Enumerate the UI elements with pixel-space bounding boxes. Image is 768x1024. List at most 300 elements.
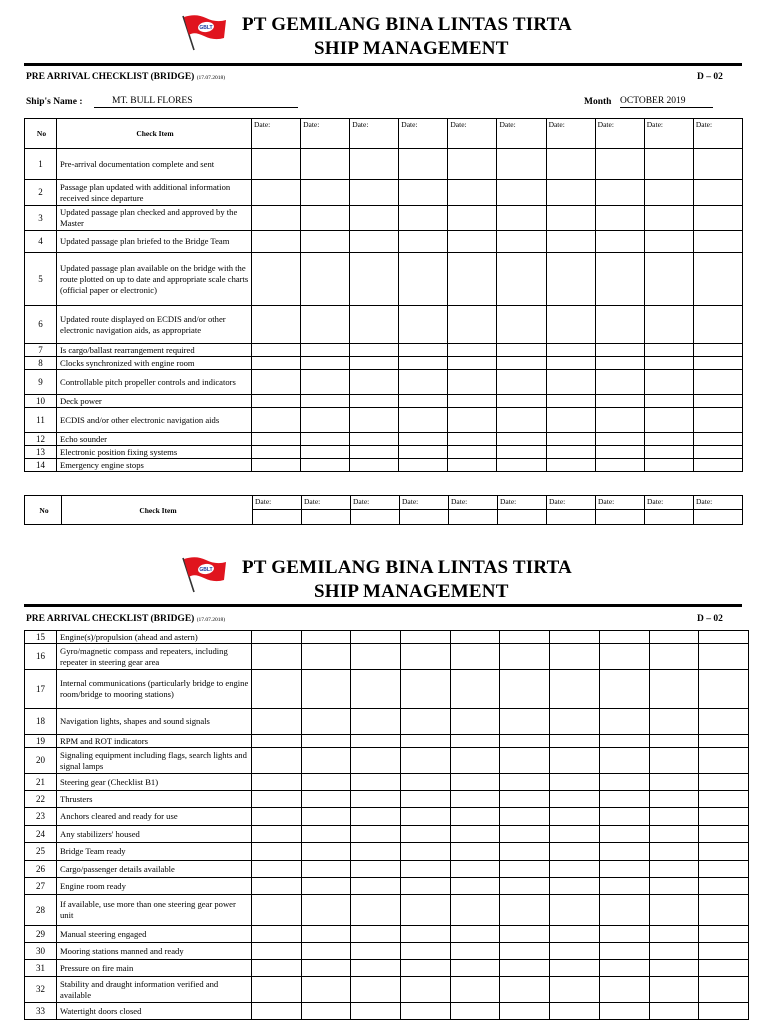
date-check-cell[interactable]: [546, 306, 595, 344]
date-check-cell[interactable]: [497, 206, 546, 231]
date-check-cell[interactable]: [497, 180, 546, 206]
date-check-cell[interactable]: [546, 206, 595, 231]
date-check-cell[interactable]: [599, 709, 649, 735]
date-check-cell[interactable]: [252, 446, 301, 459]
date-check-cell[interactable]: [498, 510, 547, 525]
date-check-cell[interactable]: [252, 735, 302, 748]
date-check-cell[interactable]: [350, 149, 399, 180]
date-check-cell[interactable]: [649, 843, 699, 861]
date-check-cell[interactable]: [301, 895, 351, 926]
date-check-cell[interactable]: [550, 644, 600, 670]
date-check-cell[interactable]: [450, 878, 500, 895]
date-check-cell[interactable]: [450, 644, 500, 670]
date-check-cell[interactable]: [644, 206, 693, 231]
date-check-cell[interactable]: [301, 826, 351, 843]
date-check-cell[interactable]: [500, 808, 550, 826]
date-check-cell[interactable]: [599, 861, 649, 878]
date-check-cell[interactable]: [350, 231, 399, 253]
date-check-cell[interactable]: [401, 943, 451, 960]
date-check-cell[interactable]: [450, 709, 500, 735]
date-check-cell[interactable]: [252, 459, 301, 472]
date-check-cell[interactable]: [500, 843, 550, 861]
date-check-cell[interactable]: [301, 960, 351, 977]
date-check-cell[interactable]: [450, 861, 500, 878]
date-check-cell[interactable]: [252, 960, 302, 977]
date-check-cell[interactable]: [693, 306, 742, 344]
date-check-cell[interactable]: [550, 631, 600, 644]
date-check-cell[interactable]: [500, 861, 550, 878]
date-check-cell[interactable]: [301, 735, 351, 748]
date-check-cell[interactable]: [351, 709, 401, 735]
date-check-cell[interactable]: [350, 306, 399, 344]
date-check-cell[interactable]: [649, 943, 699, 960]
date-check-cell[interactable]: [252, 926, 302, 943]
date-check-cell[interactable]: [644, 459, 693, 472]
date-check-cell[interactable]: [595, 395, 644, 408]
date-check-cell[interactable]: [649, 960, 699, 977]
date-check-cell[interactable]: [350, 433, 399, 446]
date-check-cell[interactable]: [497, 344, 546, 357]
date-check-cell[interactable]: [301, 644, 351, 670]
date-check-cell[interactable]: [252, 1003, 302, 1020]
date-check-cell[interactable]: [301, 791, 351, 808]
date-check-cell[interactable]: [694, 510, 743, 525]
date-check-cell[interactable]: [599, 926, 649, 943]
date-check-cell[interactable]: [450, 843, 500, 861]
date-check-cell[interactable]: [599, 735, 649, 748]
date-check-cell[interactable]: [450, 808, 500, 826]
date-check-cell[interactable]: [550, 774, 600, 791]
date-check-cell[interactable]: [448, 408, 497, 433]
date-check-cell[interactable]: [599, 808, 649, 826]
date-check-cell[interactable]: [450, 774, 500, 791]
date-check-cell[interactable]: [301, 748, 351, 774]
date-check-cell[interactable]: [546, 370, 595, 395]
date-check-cell[interactable]: [649, 895, 699, 926]
date-check-cell[interactable]: [693, 395, 742, 408]
date-check-cell[interactable]: [351, 510, 400, 525]
date-check-cell[interactable]: [351, 926, 401, 943]
date-check-cell[interactable]: [401, 895, 451, 926]
date-check-cell[interactable]: [351, 644, 401, 670]
date-check-cell[interactable]: [699, 878, 749, 895]
date-check-cell[interactable]: [351, 748, 401, 774]
date-check-cell[interactable]: [546, 408, 595, 433]
date-check-cell[interactable]: [301, 926, 351, 943]
date-check-cell[interactable]: [450, 631, 500, 644]
date-check-cell[interactable]: [699, 709, 749, 735]
date-check-cell[interactable]: [649, 774, 699, 791]
date-check-cell[interactable]: [550, 709, 600, 735]
date-check-cell[interactable]: [550, 843, 600, 861]
date-check-cell[interactable]: [595, 206, 644, 231]
date-check-cell[interactable]: [301, 395, 350, 408]
date-check-cell[interactable]: [252, 344, 301, 357]
date-check-cell[interactable]: [550, 878, 600, 895]
date-check-cell[interactable]: [500, 895, 550, 926]
date-check-cell[interactable]: [351, 943, 401, 960]
date-check-cell[interactable]: [595, 180, 644, 206]
date-check-cell[interactable]: [301, 709, 351, 735]
date-check-cell[interactable]: [649, 808, 699, 826]
date-check-cell[interactable]: [595, 231, 644, 253]
date-check-cell[interactable]: [252, 878, 302, 895]
date-check-cell[interactable]: [350, 370, 399, 395]
date-check-cell[interactable]: [500, 735, 550, 748]
date-check-cell[interactable]: [649, 826, 699, 843]
date-check-cell[interactable]: [550, 670, 600, 709]
date-check-cell[interactable]: [546, 446, 595, 459]
date-check-cell[interactable]: [595, 370, 644, 395]
date-check-cell[interactable]: [500, 878, 550, 895]
date-check-cell[interactable]: [546, 149, 595, 180]
date-check-cell[interactable]: [351, 1003, 401, 1020]
date-check-cell[interactable]: [450, 735, 500, 748]
date-check-cell[interactable]: [693, 206, 742, 231]
date-check-cell[interactable]: [644, 357, 693, 370]
date-check-cell[interactable]: [649, 977, 699, 1003]
date-check-cell[interactable]: [450, 943, 500, 960]
date-check-cell[interactable]: [350, 459, 399, 472]
date-check-cell[interactable]: [599, 774, 649, 791]
date-check-cell[interactable]: [693, 231, 742, 253]
date-check-cell[interactable]: [252, 408, 301, 433]
date-check-cell[interactable]: [351, 843, 401, 861]
date-check-cell[interactable]: [649, 644, 699, 670]
date-check-cell[interactable]: [500, 670, 550, 709]
date-check-cell[interactable]: [399, 433, 448, 446]
date-check-cell[interactable]: [448, 180, 497, 206]
date-check-cell[interactable]: [550, 895, 600, 926]
date-check-cell[interactable]: [350, 446, 399, 459]
date-check-cell[interactable]: [497, 253, 546, 306]
date-check-cell[interactable]: [450, 670, 500, 709]
date-check-cell[interactable]: [401, 1003, 451, 1020]
date-check-cell[interactable]: [500, 644, 550, 670]
date-check-cell[interactable]: [550, 826, 600, 843]
date-check-cell[interactable]: [649, 878, 699, 895]
date-check-cell[interactable]: [699, 670, 749, 709]
date-check-cell[interactable]: [448, 395, 497, 408]
date-check-cell[interactable]: [546, 357, 595, 370]
date-check-cell[interactable]: [550, 926, 600, 943]
date-check-cell[interactable]: [401, 774, 451, 791]
date-check-cell[interactable]: [595, 149, 644, 180]
date-check-cell[interactable]: [252, 774, 302, 791]
date-check-cell[interactable]: [301, 843, 351, 861]
date-check-cell[interactable]: [448, 206, 497, 231]
date-check-cell[interactable]: [645, 510, 694, 525]
date-check-cell[interactable]: [399, 253, 448, 306]
date-check-cell[interactable]: [399, 231, 448, 253]
date-check-cell[interactable]: [595, 459, 644, 472]
date-check-cell[interactable]: [644, 253, 693, 306]
date-check-cell[interactable]: [301, 670, 351, 709]
date-check-cell[interactable]: [699, 808, 749, 826]
date-check-cell[interactable]: [644, 395, 693, 408]
date-check-cell[interactable]: [301, 433, 350, 446]
date-check-cell[interactable]: [599, 644, 649, 670]
date-check-cell[interactable]: [401, 878, 451, 895]
date-check-cell[interactable]: [301, 253, 350, 306]
date-check-cell[interactable]: [649, 748, 699, 774]
date-check-cell[interactable]: [301, 306, 350, 344]
date-check-cell[interactable]: [253, 510, 302, 525]
date-check-cell[interactable]: [693, 370, 742, 395]
date-check-cell[interactable]: [649, 735, 699, 748]
date-check-cell[interactable]: [450, 926, 500, 943]
date-check-cell[interactable]: [351, 977, 401, 1003]
date-check-cell[interactable]: [497, 370, 546, 395]
date-check-cell[interactable]: [649, 861, 699, 878]
date-check-cell[interactable]: [448, 459, 497, 472]
date-check-cell[interactable]: [595, 253, 644, 306]
date-check-cell[interactable]: [351, 735, 401, 748]
date-check-cell[interactable]: [644, 149, 693, 180]
date-check-cell[interactable]: [351, 861, 401, 878]
date-check-cell[interactable]: [252, 808, 302, 826]
date-check-cell[interactable]: [301, 180, 350, 206]
date-check-cell[interactable]: [350, 408, 399, 433]
date-check-cell[interactable]: [301, 206, 350, 231]
date-check-cell[interactable]: [450, 791, 500, 808]
date-check-cell[interactable]: [500, 977, 550, 1003]
month-field[interactable]: OCTOBER 2019: [620, 96, 713, 108]
date-check-cell[interactable]: [550, 1003, 600, 1020]
date-check-cell[interactable]: [693, 446, 742, 459]
date-check-cell[interactable]: [497, 459, 546, 472]
date-check-cell[interactable]: [401, 843, 451, 861]
date-check-cell[interactable]: [252, 357, 301, 370]
date-check-cell[interactable]: [401, 631, 451, 644]
date-check-cell[interactable]: [599, 895, 649, 926]
date-check-cell[interactable]: [252, 895, 302, 926]
date-check-cell[interactable]: [699, 791, 749, 808]
date-check-cell[interactable]: [301, 878, 351, 895]
date-check-cell[interactable]: [401, 861, 451, 878]
date-check-cell[interactable]: [301, 344, 350, 357]
date-check-cell[interactable]: [500, 748, 550, 774]
date-check-cell[interactable]: [599, 977, 649, 1003]
date-check-cell[interactable]: [546, 395, 595, 408]
date-check-cell[interactable]: [301, 231, 350, 253]
date-check-cell[interactable]: [550, 977, 600, 1003]
date-check-cell[interactable]: [699, 843, 749, 861]
date-check-cell[interactable]: [693, 408, 742, 433]
date-check-cell[interactable]: [401, 791, 451, 808]
date-check-cell[interactable]: [500, 926, 550, 943]
date-check-cell[interactable]: [649, 670, 699, 709]
date-check-cell[interactable]: [693, 180, 742, 206]
date-check-cell[interactable]: [497, 433, 546, 446]
date-check-cell[interactable]: [693, 344, 742, 357]
date-check-cell[interactable]: [550, 808, 600, 826]
date-check-cell[interactable]: [450, 826, 500, 843]
date-check-cell[interactable]: [401, 709, 451, 735]
date-check-cell[interactable]: [252, 395, 301, 408]
date-check-cell[interactable]: [699, 960, 749, 977]
date-check-cell[interactable]: [599, 791, 649, 808]
date-check-cell[interactable]: [448, 433, 497, 446]
date-check-cell[interactable]: [550, 960, 600, 977]
date-check-cell[interactable]: [252, 748, 302, 774]
date-check-cell[interactable]: [302, 510, 351, 525]
date-check-cell[interactable]: [595, 344, 644, 357]
date-check-cell[interactable]: [448, 231, 497, 253]
date-check-cell[interactable]: [699, 735, 749, 748]
date-check-cell[interactable]: [500, 943, 550, 960]
date-check-cell[interactable]: [399, 459, 448, 472]
date-check-cell[interactable]: [649, 1003, 699, 1020]
date-check-cell[interactable]: [301, 631, 351, 644]
date-check-cell[interactable]: [252, 370, 301, 395]
date-check-cell[interactable]: [399, 180, 448, 206]
date-check-cell[interactable]: [693, 253, 742, 306]
date-check-cell[interactable]: [595, 306, 644, 344]
date-check-cell[interactable]: [644, 344, 693, 357]
date-check-cell[interactable]: [448, 253, 497, 306]
date-check-cell[interactable]: [252, 149, 301, 180]
date-check-cell[interactable]: [699, 644, 749, 670]
date-check-cell[interactable]: [351, 791, 401, 808]
date-check-cell[interactable]: [497, 395, 546, 408]
date-check-cell[interactable]: [699, 748, 749, 774]
date-check-cell[interactable]: [301, 446, 350, 459]
date-check-cell[interactable]: [450, 960, 500, 977]
date-check-cell[interactable]: [350, 344, 399, 357]
date-check-cell[interactable]: [599, 826, 649, 843]
date-check-cell[interactable]: [550, 791, 600, 808]
date-check-cell[interactable]: [497, 408, 546, 433]
date-check-cell[interactable]: [699, 774, 749, 791]
date-check-cell[interactable]: [399, 149, 448, 180]
date-check-cell[interactable]: [644, 433, 693, 446]
date-check-cell[interactable]: [350, 357, 399, 370]
date-check-cell[interactable]: [448, 306, 497, 344]
date-check-cell[interactable]: [500, 631, 550, 644]
date-check-cell[interactable]: [649, 709, 699, 735]
date-check-cell[interactable]: [252, 231, 301, 253]
date-check-cell[interactable]: [399, 206, 448, 231]
date-check-cell[interactable]: [699, 826, 749, 843]
date-check-cell[interactable]: [649, 926, 699, 943]
date-check-cell[interactable]: [301, 1003, 351, 1020]
ship-name-field[interactable]: MT. BULL FLORES: [94, 96, 298, 108]
date-check-cell[interactable]: [546, 231, 595, 253]
date-check-cell[interactable]: [448, 446, 497, 459]
date-check-cell[interactable]: [550, 861, 600, 878]
date-check-cell[interactable]: [252, 977, 302, 1003]
date-check-cell[interactable]: [500, 960, 550, 977]
date-check-cell[interactable]: [546, 459, 595, 472]
date-check-cell[interactable]: [546, 180, 595, 206]
date-check-cell[interactable]: [450, 1003, 500, 1020]
date-check-cell[interactable]: [399, 395, 448, 408]
date-check-cell[interactable]: [550, 735, 600, 748]
date-check-cell[interactable]: [546, 433, 595, 446]
date-check-cell[interactable]: [301, 943, 351, 960]
date-check-cell[interactable]: [252, 433, 301, 446]
date-check-cell[interactable]: [252, 843, 302, 861]
date-check-cell[interactable]: [401, 926, 451, 943]
date-check-cell[interactable]: [550, 748, 600, 774]
date-check-cell[interactable]: [497, 357, 546, 370]
date-check-cell[interactable]: [699, 926, 749, 943]
date-check-cell[interactable]: [449, 510, 498, 525]
date-check-cell[interactable]: [693, 149, 742, 180]
date-check-cell[interactable]: [450, 748, 500, 774]
date-check-cell[interactable]: [497, 231, 546, 253]
date-check-cell[interactable]: [599, 748, 649, 774]
date-check-cell[interactable]: [595, 433, 644, 446]
date-check-cell[interactable]: [599, 631, 649, 644]
date-check-cell[interactable]: [399, 344, 448, 357]
date-check-cell[interactable]: [252, 631, 302, 644]
date-check-cell[interactable]: [401, 670, 451, 709]
date-check-cell[interactable]: [450, 977, 500, 1003]
date-check-cell[interactable]: [500, 791, 550, 808]
date-check-cell[interactable]: [500, 774, 550, 791]
date-check-cell[interactable]: [252, 943, 302, 960]
date-check-cell[interactable]: [448, 370, 497, 395]
date-check-cell[interactable]: [699, 895, 749, 926]
date-check-cell[interactable]: [399, 370, 448, 395]
date-check-cell[interactable]: [450, 895, 500, 926]
date-check-cell[interactable]: [351, 670, 401, 709]
date-check-cell[interactable]: [350, 206, 399, 231]
date-check-cell[interactable]: [301, 861, 351, 878]
date-check-cell[interactable]: [550, 943, 600, 960]
date-check-cell[interactable]: [699, 861, 749, 878]
date-check-cell[interactable]: [497, 446, 546, 459]
date-check-cell[interactable]: [649, 631, 699, 644]
date-check-cell[interactable]: [252, 206, 301, 231]
date-check-cell[interactable]: [301, 370, 350, 395]
date-check-cell[interactable]: [448, 344, 497, 357]
date-check-cell[interactable]: [252, 826, 302, 843]
date-check-cell[interactable]: [693, 433, 742, 446]
date-check-cell[interactable]: [595, 357, 644, 370]
date-check-cell[interactable]: [448, 357, 497, 370]
date-check-cell[interactable]: [252, 670, 302, 709]
date-check-cell[interactable]: [350, 180, 399, 206]
date-check-cell[interactable]: [599, 943, 649, 960]
date-check-cell[interactable]: [699, 943, 749, 960]
date-check-cell[interactable]: [399, 446, 448, 459]
date-check-cell[interactable]: [350, 253, 399, 306]
date-check-cell[interactable]: [644, 408, 693, 433]
date-check-cell[interactable]: [448, 149, 497, 180]
date-check-cell[interactable]: [252, 861, 302, 878]
date-check-cell[interactable]: [500, 826, 550, 843]
date-check-cell[interactable]: [252, 709, 302, 735]
date-check-cell[interactable]: [699, 1003, 749, 1020]
date-check-cell[interactable]: [644, 180, 693, 206]
date-check-cell[interactable]: [399, 408, 448, 433]
date-check-cell[interactable]: [301, 357, 350, 370]
date-check-cell[interactable]: [699, 977, 749, 1003]
date-check-cell[interactable]: [644, 306, 693, 344]
date-check-cell[interactable]: [547, 510, 596, 525]
date-check-cell[interactable]: [595, 408, 644, 433]
date-check-cell[interactable]: [399, 357, 448, 370]
date-check-cell[interactable]: [301, 459, 350, 472]
date-check-cell[interactable]: [497, 149, 546, 180]
date-check-cell[interactable]: [595, 446, 644, 459]
date-check-cell[interactable]: [351, 895, 401, 926]
date-check-cell[interactable]: [599, 670, 649, 709]
date-check-cell[interactable]: [401, 808, 451, 826]
